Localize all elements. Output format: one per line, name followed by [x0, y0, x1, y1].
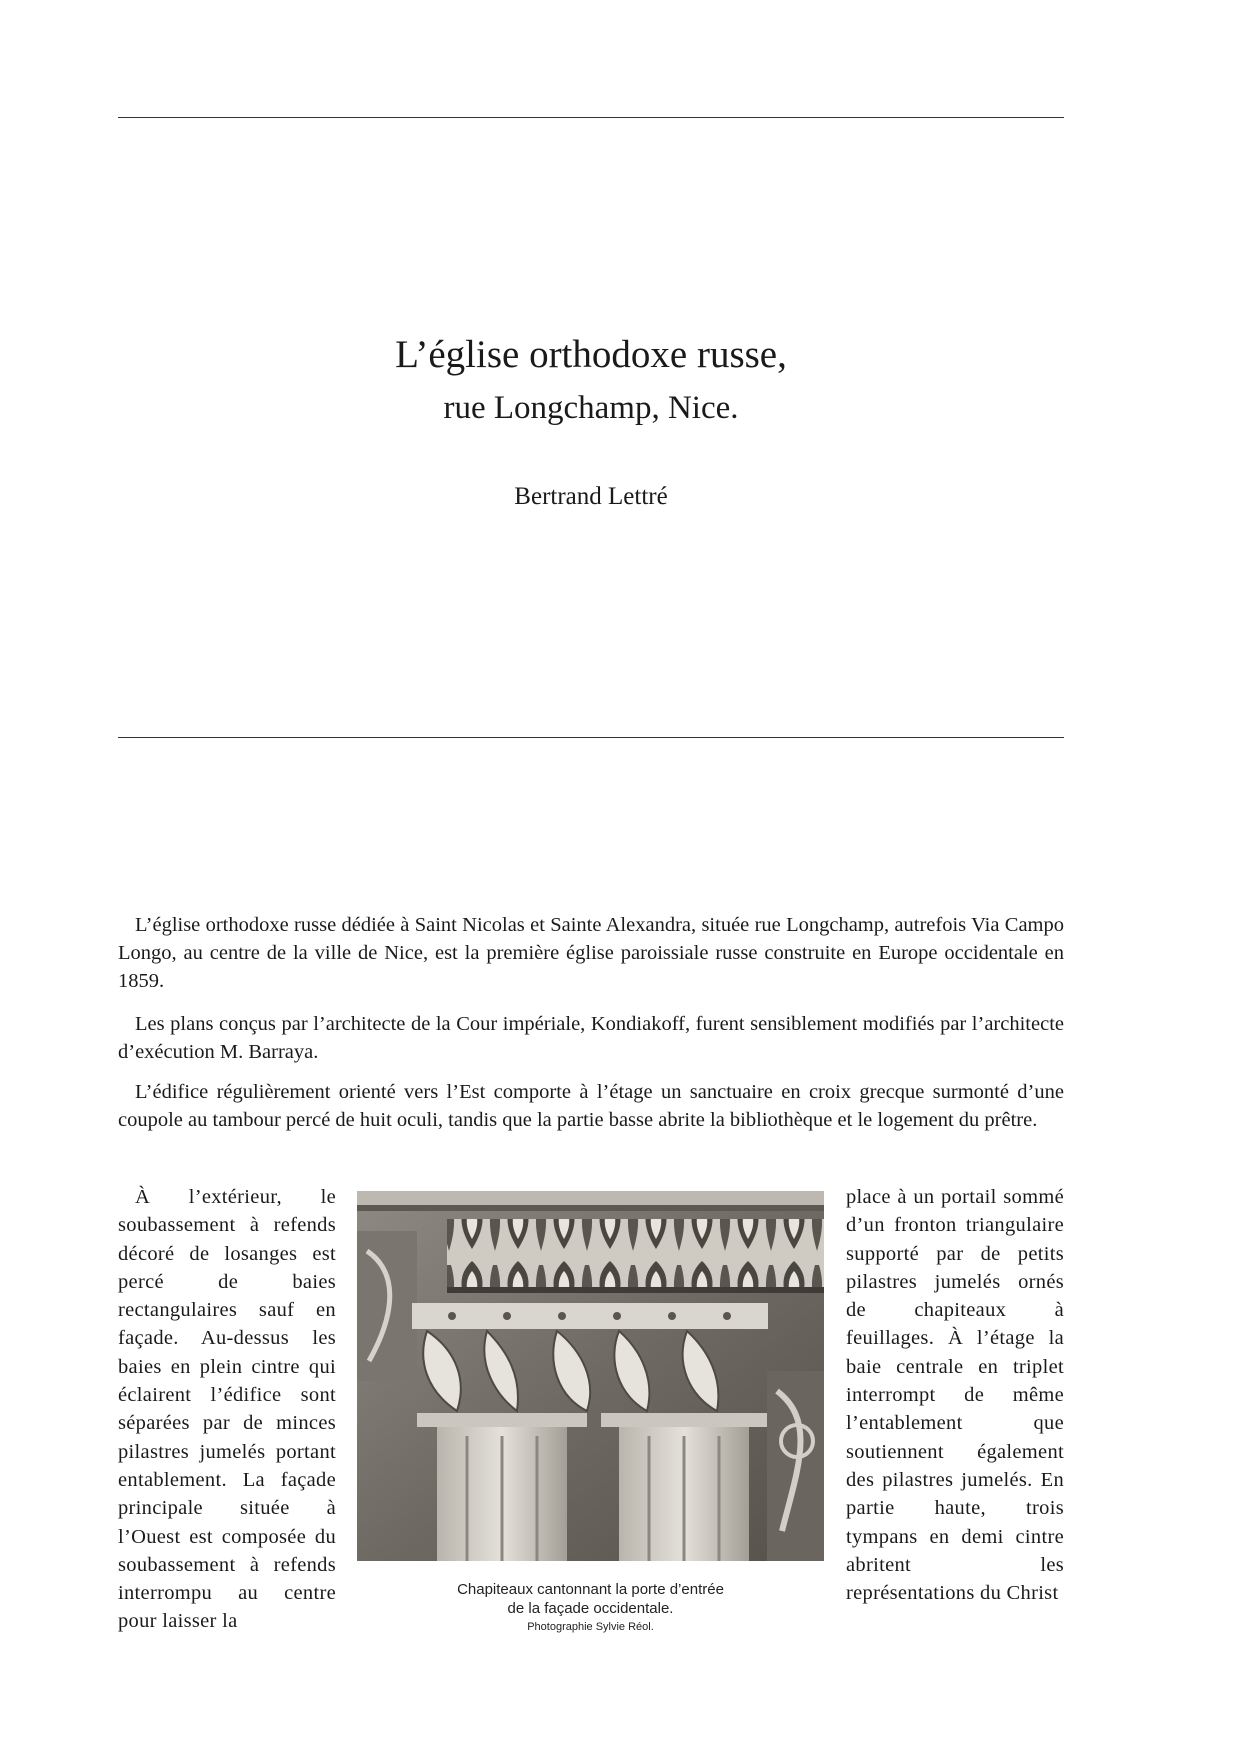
bottom-rule: [118, 737, 1064, 738]
article-subtitle: rue Longchamp, Nice.: [443, 390, 739, 426]
capitals-photograph: [357, 1191, 824, 1561]
left-column-text: À l’extérieur, le soubassement à refends décoré de losanges est percé de baies rectangulaires sauf en façade. Au-dessus les baies en plein cintre qui éclairent l’édifice sont séparées par de minces pilastres jumelés portant entablement. La façade principale située à l’Ouest est composée du soubassement à refends interrompu au centre pour laisser la: [118, 1186, 336, 1633]
figure-caption-line-2: de la façade occidentale.: [507, 1600, 674, 1617]
article-title: L’église orthodoxe russe,: [395, 333, 787, 376]
right-column-text: place à un portail sommé d’un fronton triangulaire supporté par de petits pilastres jumelés ornés de chapiteaux à feuillages. À l’étage la baie centrale en triplet interrompt de même l’entablement que soutiennent également des pilastres jumelés. En partie haute, trois tympans en demi cintre abritent les représentations du Christ: [846, 1186, 1064, 1605]
photo-credit: Photographie Sylvie Réol.: [527, 1621, 654, 1633]
top-rule: [118, 117, 1064, 118]
building-paragraph: L’édifice régulièrement orienté vers l’Est comporte à l’étage un sanctuaire en croix grecque surmonté d’une coupole au tambour percé de huit oculi, tandis que la partie basse abrite la bibliothèque et le logement du prêtre.: [118, 1081, 1064, 1131]
figure-caption-line-1: Chapiteaux cantonnant la porte d’entrée: [457, 1581, 724, 1598]
plans-paragraph: Les plans conçus par l’architecte de la Cour impériale, Kondiakoff, furent sensiblement modifiés par l’architecte d’exécution M. Barraya.: [118, 1013, 1064, 1063]
intro-paragraph: L’église orthodoxe russe dédiée à Saint Nicolas et Sainte Alexandra, située rue Longchamp, autrefois Via Campo Longo, au centre de la ville de Nice, est la première église paroissiale russe construite en Europe occidentale en 1859.: [118, 914, 1064, 992]
author-name: Bertrand Lettré: [514, 483, 668, 510]
